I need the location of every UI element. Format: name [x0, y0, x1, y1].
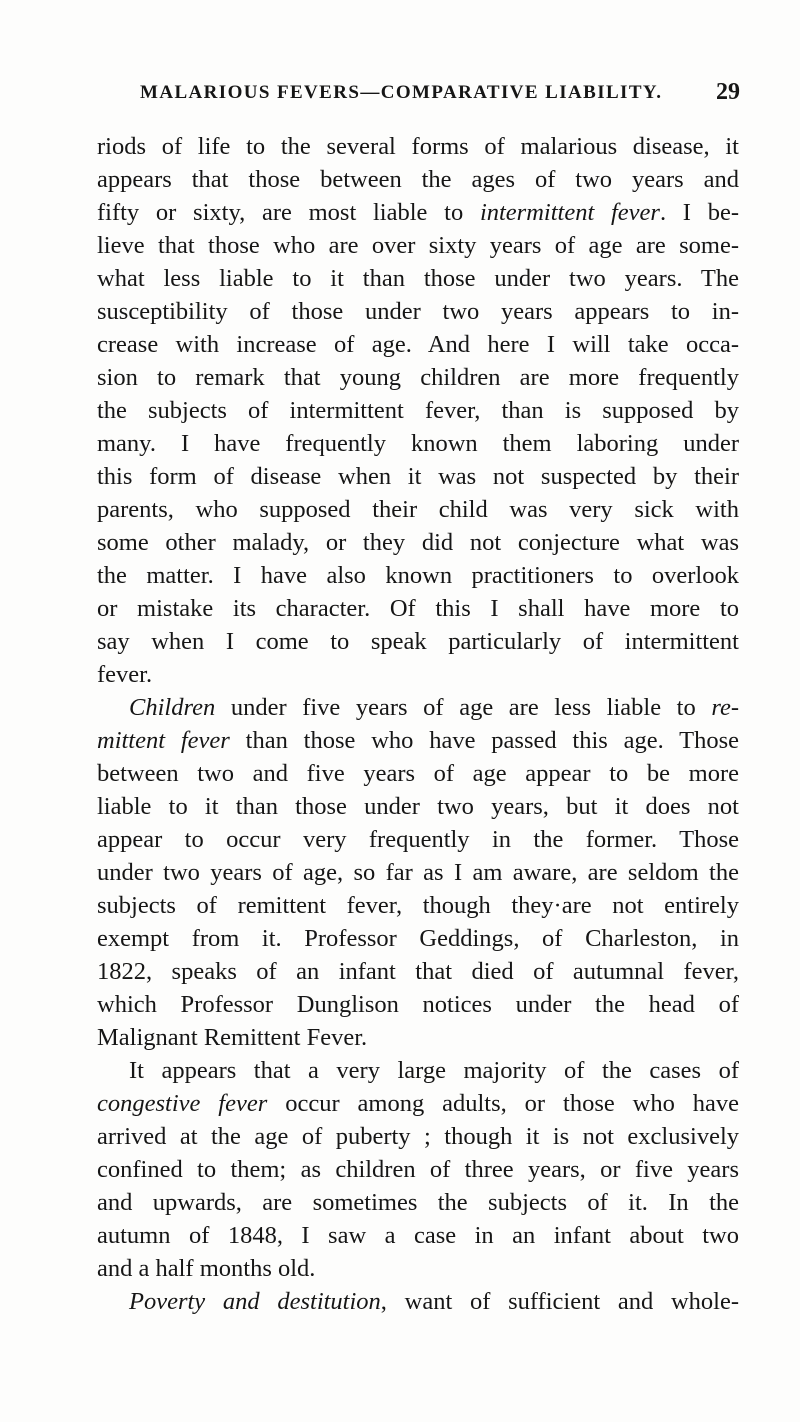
text-line	[97, 295, 739, 328]
text-line	[97, 130, 739, 163]
text-run: this form of disease when it was not suspected by their	[97, 463, 739, 490]
text-run: the subjects of intermittent fever, than is supposed by	[97, 397, 739, 424]
text-run: between two and five years of age appear to be more	[97, 760, 739, 787]
text-line	[97, 1186, 739, 1219]
text-line	[97, 1252, 739, 1285]
text-line	[97, 493, 739, 526]
text-line	[97, 1087, 739, 1120]
text-line	[97, 856, 739, 889]
text-run: parents, who supposed their child was very sick with	[97, 496, 739, 523]
text-line	[97, 1285, 739, 1318]
text-run: many. I have frequently known them laboring under	[97, 430, 739, 457]
text-run: Malignant Remittent Fever.	[97, 1024, 368, 1051]
emphasis-text: Children	[129, 694, 216, 721]
text-run: than those who have passed this age. Those	[229, 727, 739, 754]
text-run: liable to it than those under two years, but it does not	[97, 793, 739, 820]
text-line	[97, 988, 739, 1021]
text-line	[97, 625, 739, 658]
text-line	[97, 1120, 739, 1153]
text-line	[97, 1219, 739, 1252]
page-header	[140, 79, 740, 112]
text-run: the matter. I have also known practitioners to overlook	[97, 562, 739, 589]
text-line	[97, 1021, 739, 1054]
text-line	[97, 889, 739, 922]
text-run: arrived at the age of puberty ; though it is not exclusively	[97, 1123, 739, 1150]
page-number: 29	[716, 79, 740, 105]
running-head: MALARIOUS FEVERS—COMPARATIVE LIABILITY.	[140, 82, 663, 103]
text-run: occur among adults, or those who have	[267, 1090, 739, 1117]
text-run: appear to occur very frequently in the former. Those	[97, 826, 739, 853]
text-line	[97, 823, 739, 856]
text-run: 1822, speaks of an infant that died of autumnal fever,	[97, 958, 739, 985]
text-run: susceptibility of those under two years appears to in-	[97, 298, 739, 325]
text-run: under two years of age, so far as I am aware, are seldom the	[97, 859, 739, 886]
text-run: sion to remark that young children are more frequently	[97, 364, 739, 391]
text-run: confined to them; as children of three years, or five years	[97, 1156, 739, 1183]
text-run: appears that those between the ages of two years and	[97, 166, 739, 193]
text-line	[97, 328, 739, 361]
text-line	[97, 592, 739, 625]
text-run: crease with increase of age. And here I will take occa-	[97, 331, 739, 358]
text-line	[97, 922, 739, 955]
text-line	[97, 163, 739, 196]
text-line	[97, 691, 739, 724]
text-run: some other malady, or they did not conjecture what was	[97, 529, 739, 556]
text-line	[97, 790, 739, 823]
text-line	[97, 955, 739, 988]
text-run: and upwards, are sometimes the subjects of it. In the	[97, 1189, 739, 1216]
emphasis-text: mittent fever	[97, 727, 230, 754]
text-line	[97, 229, 739, 262]
text-run: It appears that a very large majority of the cases of	[129, 1057, 739, 1084]
text-line	[97, 460, 739, 493]
text-run: fifty or sixty, are most liable to	[97, 199, 480, 226]
text-run: riods of life to the several forms of malarious disease, it	[97, 133, 739, 160]
text-line	[97, 526, 739, 559]
emphasis-text: Poverty and destitution	[129, 1288, 381, 1315]
text-line	[97, 1054, 739, 1087]
text-run: lieve that those who are over sixty years of age are some-	[97, 232, 739, 259]
text-line	[97, 427, 739, 460]
emphasis-text: congestive fever	[97, 1090, 268, 1117]
text-run: or mistake its character. Of this I shall have more to	[97, 595, 739, 622]
text-run: which Professor Dunglison notices under the head of	[97, 991, 739, 1018]
text-line	[97, 724, 739, 757]
text-run: and a half months old.	[97, 1255, 316, 1282]
body-text	[97, 130, 739, 1318]
text-run: say when I come to speak particularly of intermittent	[97, 628, 739, 655]
emphasis-text: intermittent fever	[479, 199, 660, 226]
text-run: what less liable to it than those under two years. The	[97, 265, 739, 292]
text-run: exempt from it. Professor Geddings, of Charleston, in	[97, 925, 739, 952]
text-run: subjects of remittent fever, though they·are not entirely	[97, 892, 739, 919]
text-line	[97, 196, 739, 229]
text-run: . I be-	[659, 199, 739, 226]
text-line	[97, 658, 739, 691]
text-line	[97, 394, 739, 427]
emphasis-text: re-	[711, 694, 739, 721]
text-line	[97, 361, 739, 394]
text-run: , want of sufficient and whole-	[380, 1288, 739, 1315]
text-run: fever.	[97, 661, 153, 688]
text-run: under five years of age are less liable to	[215, 694, 712, 721]
text-line	[97, 262, 739, 295]
text-line	[97, 757, 739, 790]
text-run: autumn of 1848, I saw a case in an infant about two	[97, 1222, 739, 1249]
text-line	[97, 1153, 739, 1186]
text-line	[97, 559, 739, 592]
